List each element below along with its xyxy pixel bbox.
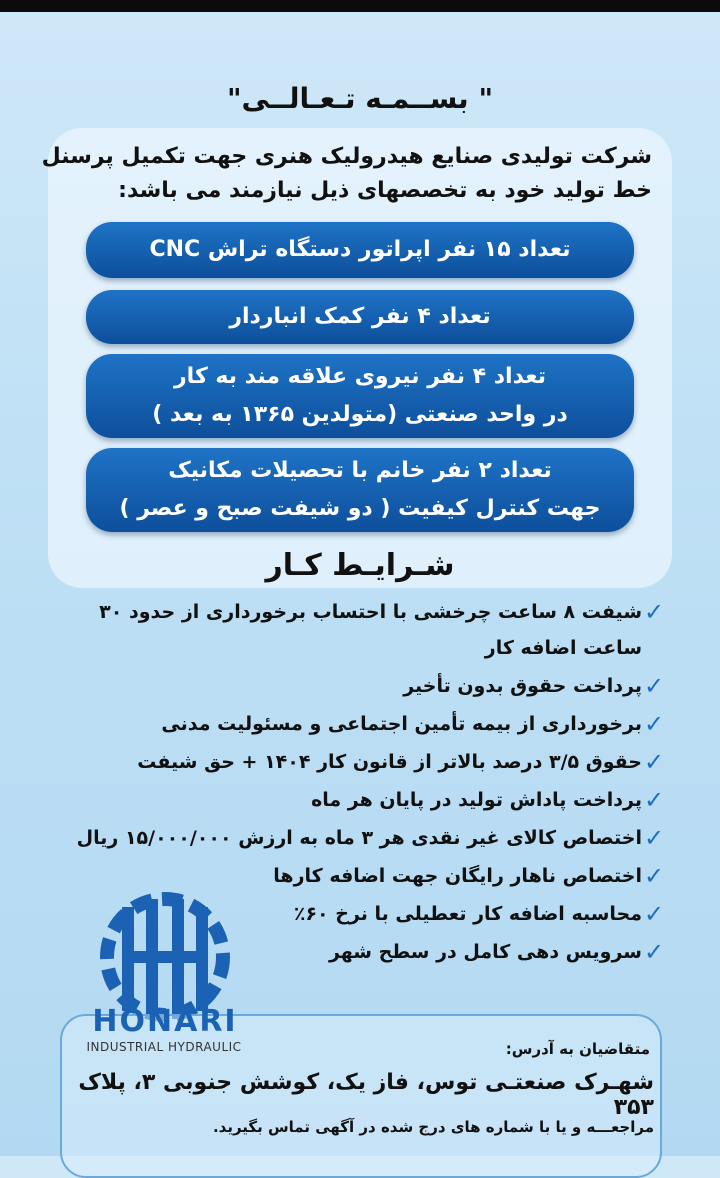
check-icon: ✓ [643, 824, 665, 852]
condition-item: ✓ اختصاص کالای غیر نقدی هر ۳ ماه به ارزش ۱۵/۰۰۰/۰۰۰ ریال [60, 820, 666, 856]
condition-item: ✓ برخورداری از بیمه تأمین اجتماعی و مسئولیت مدنی [60, 706, 666, 742]
contact-note: مراجعـــه و یا با شماره های درج شده در آگهی تماس بگیرید. [212, 1118, 654, 1136]
address-label: متقاضیان به آدرس: [505, 1040, 650, 1058]
condition-item: ✓ پرداخت حقوق بدون تأخیر [60, 668, 666, 704]
address-text: شهـرک صنعتـی توس، فاز یک، کوشش جنوبی ۳، پلاک ۳۵۳ [78, 1070, 654, 1120]
check-icon: ✓ [643, 710, 665, 738]
logo-name: HONARI [92, 1004, 238, 1039]
check-icon: ✓ [643, 900, 665, 928]
position-item [86, 448, 634, 532]
position-line: تعداد ۴ نفر نیروی علاقه مند به کار [174, 364, 546, 389]
check-icon: ✓ [643, 862, 665, 890]
position-item [86, 222, 634, 278]
position-line: جهت کنترل کیفیت ( دو شیفت صبح و عصر ) [119, 496, 601, 521]
status-bar [0, 0, 720, 12]
check-icon: ✓ [643, 748, 665, 776]
conditions-title: شـرایـط کـار [265, 548, 455, 583]
condition-item: ✓ حقوق ۳/۵ درصد بالاتر از قانون کار ۱۴۰۴ + حق شیفت [60, 744, 666, 780]
condition-item: ✓ پرداخت پاداش تولید در پایان هر ماه [60, 782, 666, 818]
position-line: تعداد ۴ نفر کمک انباردار [229, 304, 491, 329]
check-icon: ✓ [643, 598, 665, 626]
position-line: تعداد ۲ نفر خانم با تحصیلات مکانیک [168, 458, 552, 483]
position-line: در واحد صنعتی (متولدین ۱۳۶۵ به بعد ) [152, 402, 568, 427]
check-icon: ✓ [643, 672, 665, 700]
logo-subtitle: INDUSTRIAL HYDRAULIC [86, 1040, 242, 1054]
position-item [86, 354, 634, 438]
position-line: تعداد ۱۵ نفر اپراتور دستگاه تراش CNC [149, 237, 571, 262]
check-icon: ✓ [643, 786, 665, 814]
position-item [86, 290, 634, 344]
condition-item: ✓ اختصاص ناهار رایگان جهت اضافه کارها [60, 858, 666, 894]
check-icon: ✓ [643, 938, 665, 966]
condition-item: ✓ سرویس دهی کامل در سطح شهر [60, 934, 666, 970]
intro-text: شرکت تولیدی صنایع هیدرولیک هنری جهت تکمیل پرسنل خط تولید خود به تخصصهای ذیل نیازمند می باشد: [41, 144, 652, 203]
page-heading: " بســمـه تـعـالــی" [226, 82, 494, 115]
condition-item: ✓ شیفت ۸ ساعت چرخشی با احتساب برخورداری از حدود ۳۰ ساعت اضافه کار [60, 594, 666, 666]
condition-item: ✓ محاسبه اضافه کار تعطیلی با نرخ ۶۰٪ [60, 896, 666, 932]
